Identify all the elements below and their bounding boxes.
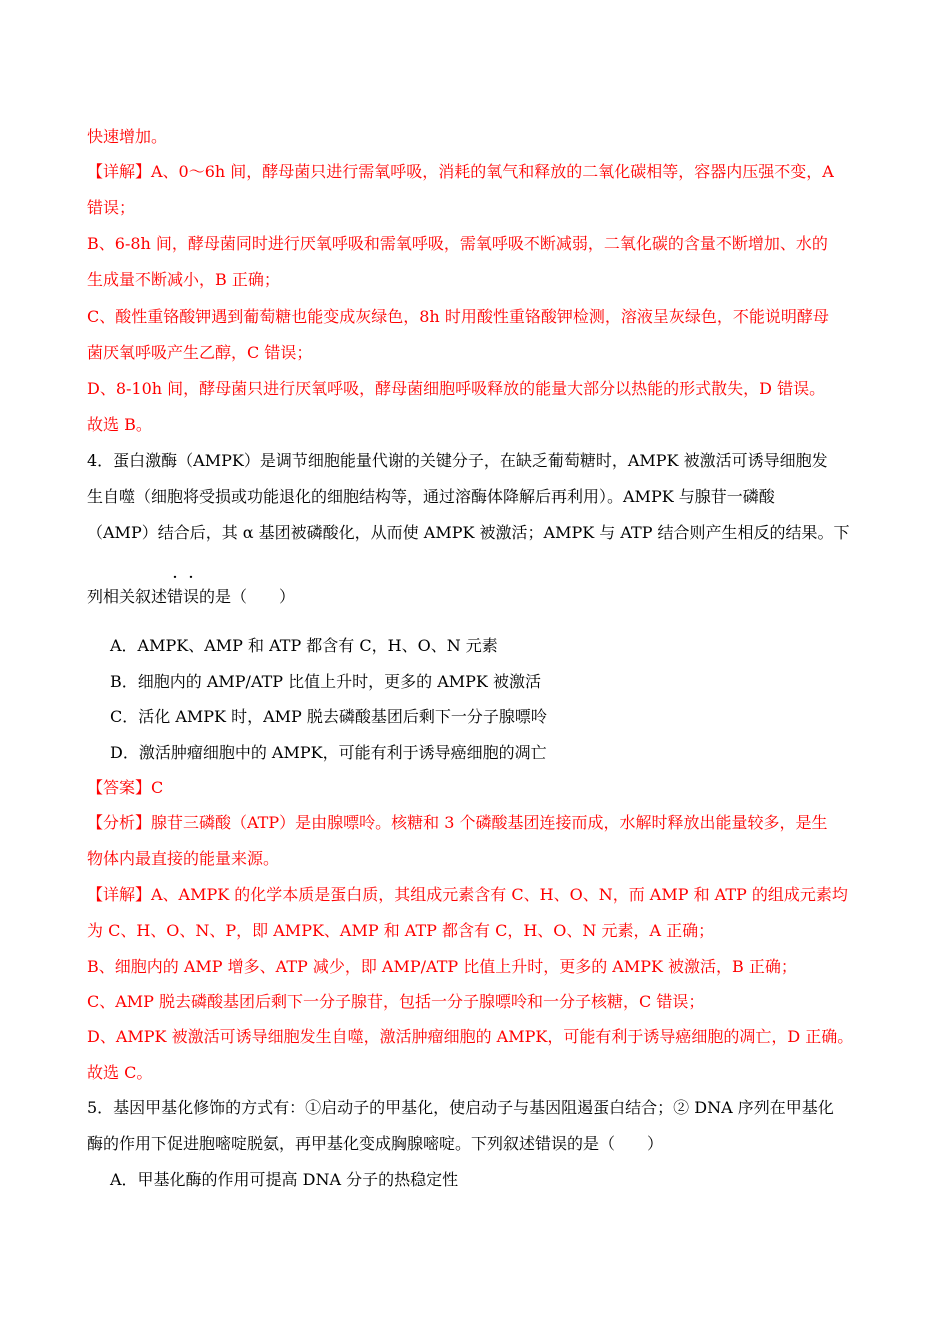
question-text: 列相关叙述 xyxy=(87,587,168,606)
analysis-line: 【分析】腺苷三磷酸（ATP）是由腺嘌呤。核糖和 3 个磷酸基团连接而成，水解时释放出能量较多，是生 xyxy=(87,813,828,832)
option-a: A．甲基化酶的作用可提高 DNA 分子的热稳定性 xyxy=(110,1170,459,1189)
question-5-line: 酶的作用下促进胞嘧啶脱氨，再甲基化变成胸腺嘧啶。下列叙述错误的是（ ） xyxy=(87,1134,664,1153)
text-line: B、6-8h 间，酵母菌同时进行厌氧呼吸和需氧呼吸，需氧呼吸不断减弱，二氧化碳的含量不断增加、水的 xyxy=(87,234,828,253)
explanation-line: 故选 C。 xyxy=(87,1063,153,1082)
option-a: A．AMPK、AMP 和 ATP 都含有 C，H、O、N 元素 xyxy=(110,636,498,655)
explanation-line: 【详解】A、AMPK 的化学本质是蛋白质，其组成元素含有 C、H、O、N，而 AMP 和 ATP 的组成元素均 xyxy=(87,885,848,904)
emphasis-char: 错 xyxy=(167,587,184,606)
option-b: B．细胞内的 AMP/ATP 比值上升时，更多的 AMPK 被激活 xyxy=(110,672,541,691)
text-line: 故选 B。 xyxy=(87,415,152,434)
emphasis-char: 误 xyxy=(183,587,200,606)
question-4-line: （AMP）结合后，其 α 基团被磷酸化，从而使 AMPK 被激活；AMPK 与 ATP 结合则产生相反的结果。下 xyxy=(87,523,850,542)
explanation-line: 为 C、H、O、N、P，即 AMPK、AMP 和 ATP 都含有 C，H、O、N 元素，A 正确； xyxy=(87,921,715,940)
text-line: 错误； xyxy=(87,198,136,217)
answer-line: 【答案】C xyxy=(87,778,164,797)
text-line: C、酸性重铬酸钾遇到葡萄糖也能变成灰绿色，8h 时用酸性重铬酸钾检测，溶液呈灰绿色，不能说明酵母 xyxy=(87,307,829,326)
text-line: D、8-10h 间，酵母菌只进行厌氧呼吸，酵母菌细胞呼吸释放的能量大部分以热能的形式散失，D 错误。 xyxy=(87,379,826,398)
explanation-line: D、AMPK 被激活可诱导细胞发生自噬，激活肿瘤细胞的 AMPK，可能有利于诱导癌细胞的凋亡，D 正确。 xyxy=(87,1027,854,1046)
text-line: 【详解】A、0～6h 间，酵母菌只进行需氧呼吸，消耗的氧气和释放的二氧化碳相等，容器内压强不变，A xyxy=(87,162,834,181)
explanation-line: C、AMP 脱去磷酸基团后剩下一分子腺苷，包括一分子腺嘌呤和一分子核糖，C 错误； xyxy=(87,992,705,1011)
question-text: 的是（ ） xyxy=(199,587,296,606)
explanation-line: B、细胞内的 AMP 增多、ATP 减少，即 AMP/ATP 比值上升时，更多的 AMPK 被激活，B 正确； xyxy=(87,957,797,976)
text-line: 生成量不断减小，B 正确； xyxy=(87,270,280,289)
text-line: 菌厌氧呼吸产生乙醇，C 错误； xyxy=(87,343,313,362)
text-line: 快速增加。 xyxy=(87,127,168,146)
option-c: C．活化 AMPK 时，AMP 脱去磷酸基团后剩下一分子腺嘌呤 xyxy=(110,707,547,726)
option-d: D．激活肿瘤细胞中的 AMPK，可能有利于诱导癌细胞的凋亡 xyxy=(110,743,547,762)
question-4-line xyxy=(87,586,866,608)
analysis-line: 物体内最直接的能量来源。 xyxy=(87,849,280,868)
question-4-line: 生自噬（细胞将受损或功能退化的细胞结构等，通过溶酶体降解后再利用）。AMPK 与腺苷一磷酸 xyxy=(87,487,775,506)
question-4-line: 4．蛋白激酶（AMPK）是调节细胞能量代谢的关键分子，在缺乏葡萄糖时，AMPK 被激活可诱导细胞发 xyxy=(87,451,828,470)
question-5-line: 5．基因甲基化修饰的方式有：①启动子的甲基化，使启动子与基因阻遏蛋白结合；② DNA 序列在甲基化 xyxy=(87,1098,834,1117)
